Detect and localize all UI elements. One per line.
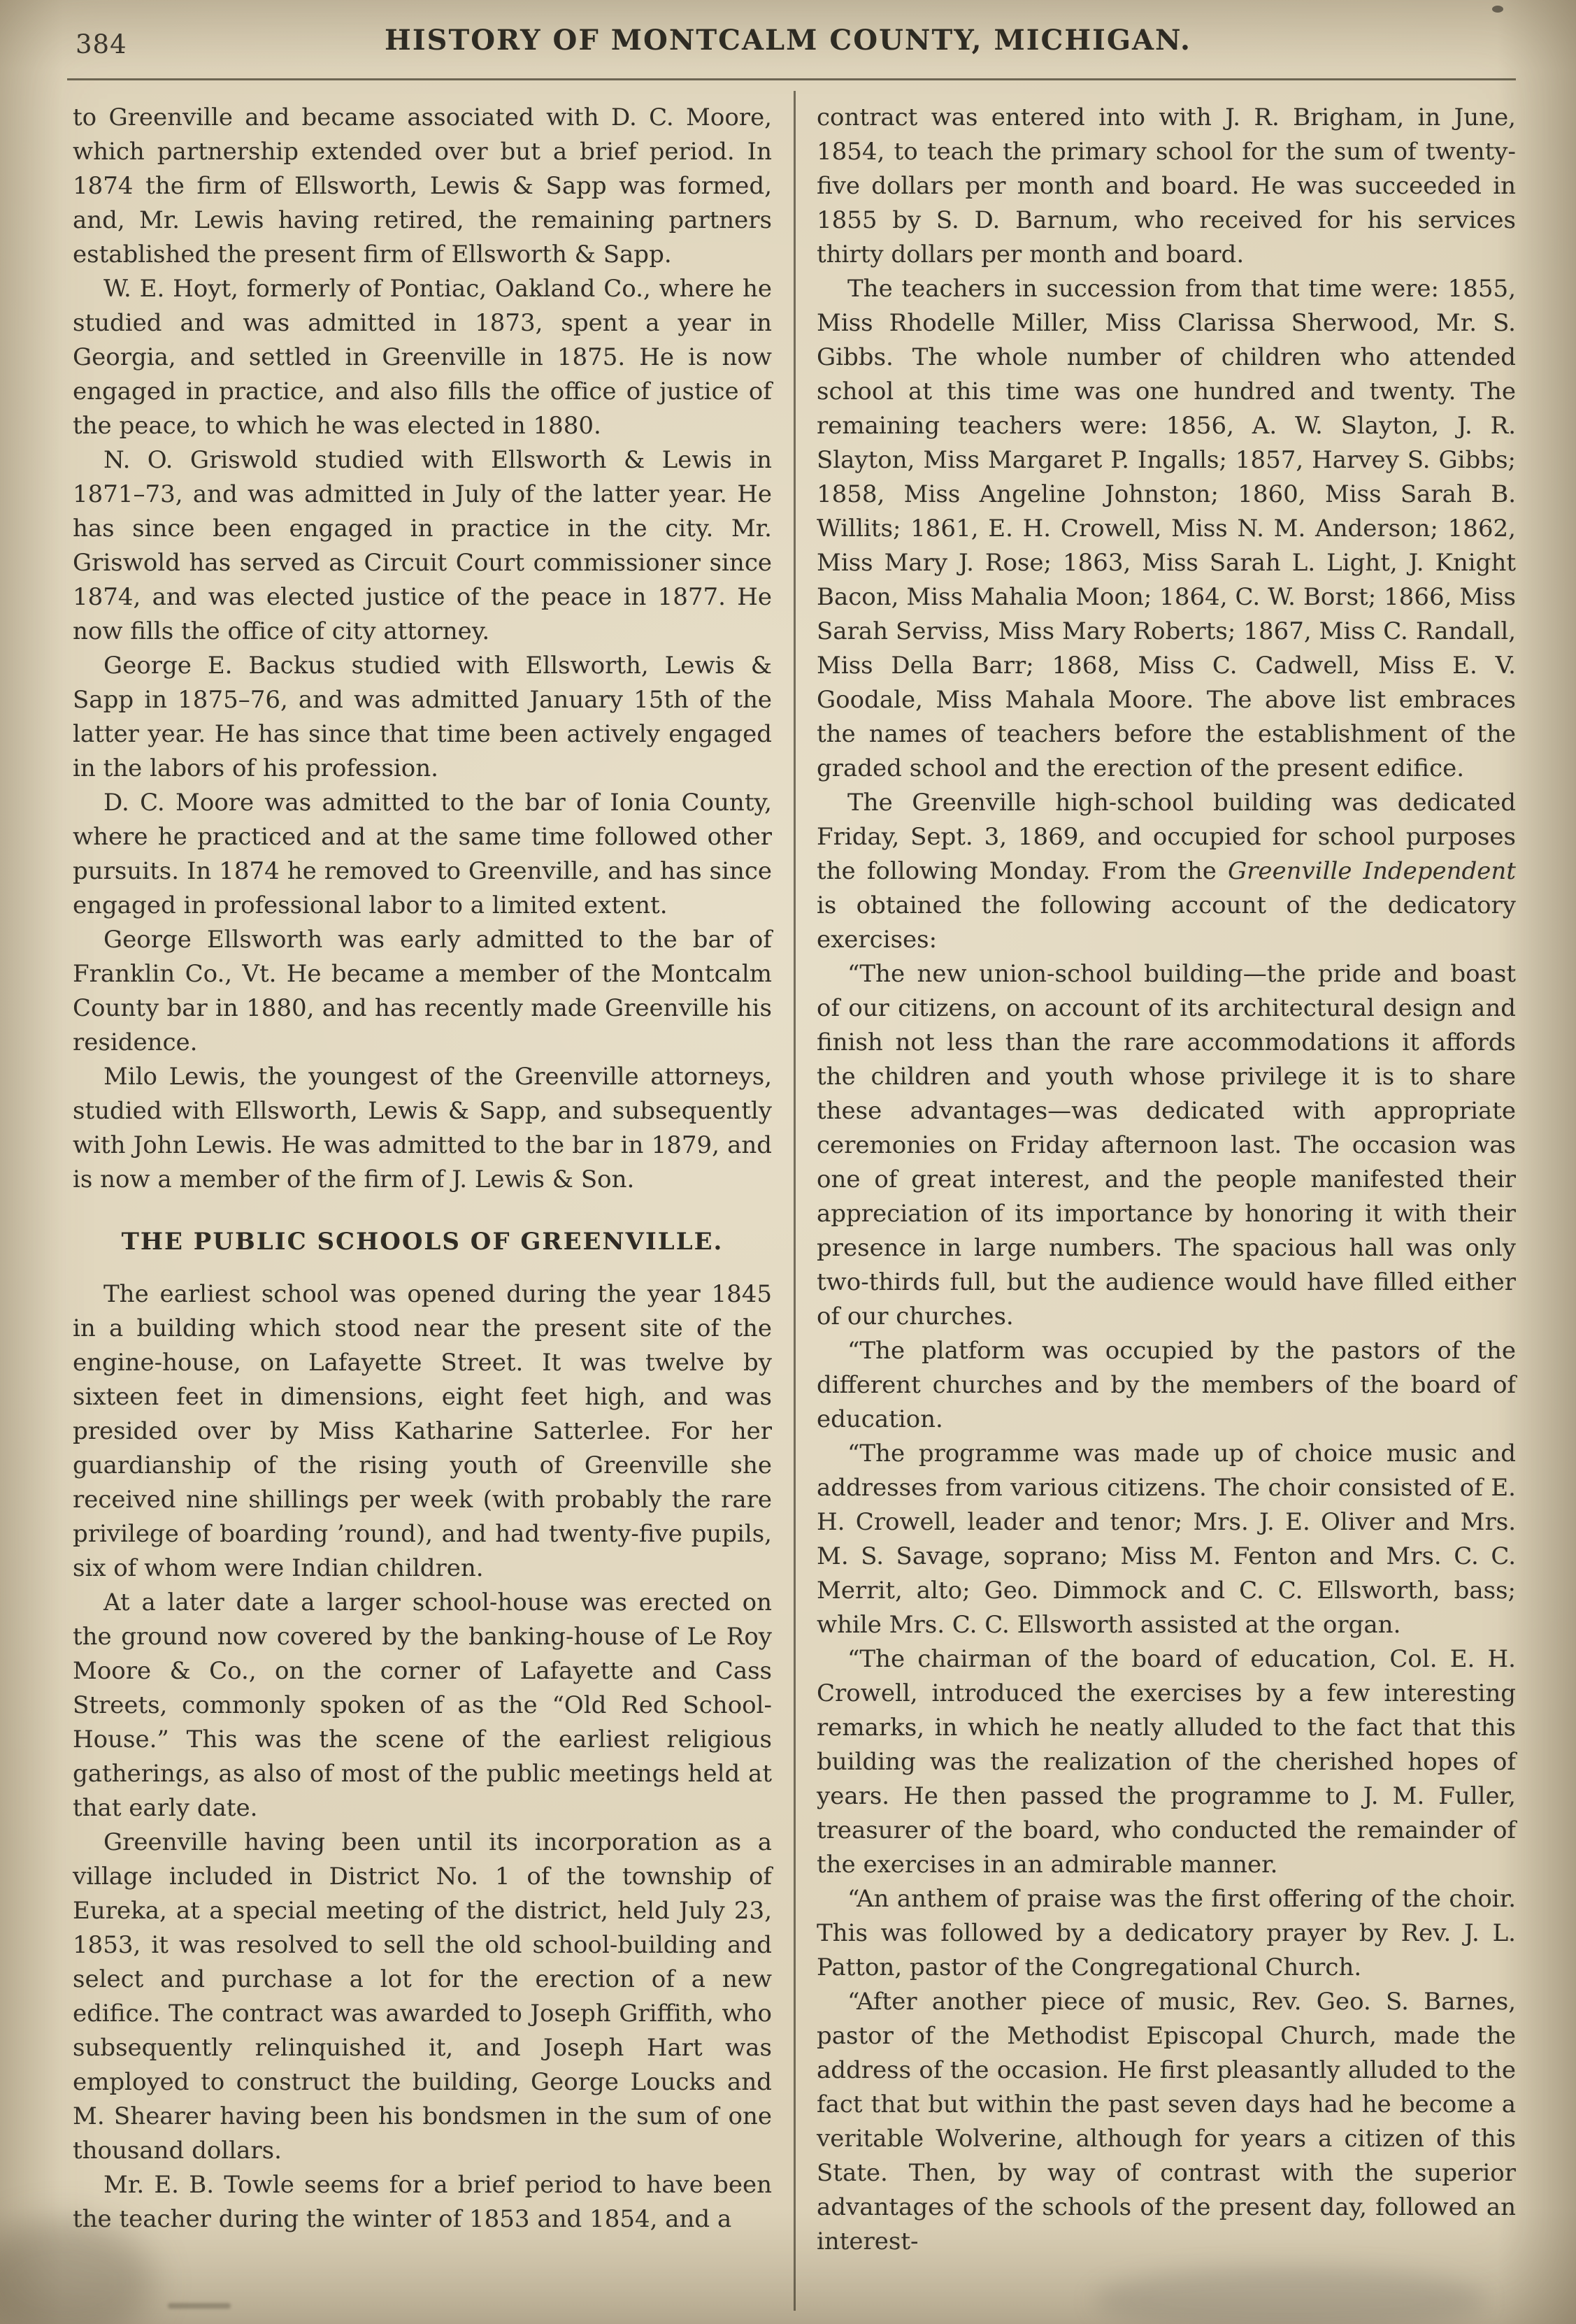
section-heading: THE PUBLIC SCHOOLS OF GREENVILLE. — [121, 1228, 724, 1256]
right-column — [817, 101, 1516, 2259]
paragraph: At a later date a larger school-house was erected on the ground now covered by the banking-house of Le Roy Moore & Co., on the corner of Lafayette and Cass Streets, commonly spoken of as the “Old Red School-House.” This was the scene of the earliest religious gatherings, as also of most of the public meetings held at that early date. — [73, 1588, 772, 1822]
left-column — [73, 101, 772, 2237]
paragraph: The Greenville high-school building was dedicated Friday, Sept. 3, 1869, and occupied for school purposes the following Monday. From the Greenville Independent is obtained the following account of the dedicatory exercises: — [817, 789, 1516, 954]
paragraph: N. O. Griswold studied with Ellsworth & Lewis in 1871–73, and was admitted in July of the latter year. He has since been engaged in practice in the city. Mr. Griswold has served as Circuit Court commissioner since 1874, and was elected justice of the peace in 1877. He now fills the office of city attorney. — [73, 446, 772, 645]
paragraph: Greenville having been until its incorporation as a village included in District No. 1 of the township of Eureka, at a special meeting of the district, held July 23, 1853, it was resolved to sell the old school-building and select and purchase a lot for the erection of a new edifice. The contract was awarded to Joseph Griffith, who subsequently relinquished it, and Joseph Hart was employed to construct the building, George Loucks and M. Shearer having been his bondsmen in the sum of one thousand dollars. — [73, 1828, 772, 2165]
ink-streak — [168, 2303, 231, 2309]
running-head: HISTORY OF MONTCALM COUNTY, MICHIGAN. — [385, 24, 1191, 57]
paragraph: “The platform was occupied by the pastors of the different churches and by the members of the board of education. — [817, 1337, 1516, 1433]
italic-text: Greenville Independent — [1227, 857, 1516, 885]
column-divider — [794, 91, 796, 2311]
paragraph: George Ellsworth was early admitted to the bar of Franklin Co., Vt. He became a member of the Montcalm County bar in 1880, and has recently made Greenville his residence. — [73, 926, 772, 1056]
paragraph: “The new union-school building—the pride and boast of our citizens, on account of its architectural design and finish not less than the rare accommodations it affords the children and youth whose privilege it is to share these advantages—was dedicated with appropriate ceremonies on Friday afternoon last. The occasion was one of great interest, and the people manifested their appreciation of its importance by honoring it with their presence in large numbers. The spacious hall was only two-thirds full, but the audience would have filled either of our churches. — [817, 960, 1516, 1330]
paragraph: D. C. Moore was admitted to the bar of Ionia County, where he practiced and at the same time followed other pursuits. In 1874 he removed to Greenville, and has since engaged in professional labor to a limited extent. — [73, 789, 772, 919]
scan-smudge — [1094, 2267, 1485, 2324]
header-rule — [67, 78, 1516, 80]
paragraph: The earliest school was opened during the year 1845 in a building which stood near the present site of the engine-house, on Lafayette Street. It was twelve by sixteen feet in dimensions, eight feet high, and was presided over by Miss Katharine Satterlee. For her guardianship of the rising youth of Greenville she received nine shillings per week (with probably the rare privilege of boarding ’round), and had twenty-five pupils, six of whom were Indian children. — [73, 1280, 772, 1582]
ink-speck — [1492, 6, 1503, 13]
paragraph: “An anthem of praise was the first offering of the choir. This was followed by a dedicatory prayer by Rev. J. L. Patton, pastor of the Congregational Church. — [817, 1885, 1516, 1981]
paragraph: “The chairman of the board of education, Col. E. H. Crowell, introduced the exercises by a few interesting remarks, in which he neatly alluded to the fact that this building was the realization of the cherished hopes of years. He then passed the programme to J. M. Fuller, treasurer of the board, who conducted the remainder of the exercises in an admirable manner. — [817, 1645, 1516, 1879]
paragraph: Milo Lewis, the youngest of the Greenville attorneys, studied with Ellsworth, Lewis & Sapp, and subsequently with John Lewis. He was admitted to the bar in 1879, and is now a member of the firm of J. Lewis & Son. — [73, 1063, 772, 1193]
paragraph: W. E. Hoyt, formerly of Pontiac, Oakland Co., where he studied and was admitted in 1873, spent a year in Georgia, and settled in Greenville in 1875. He is now engaged in practice, and also fills the office of justice of the peace, to which he was elected in 1880. — [73, 275, 772, 440]
page-number: 384 — [76, 29, 127, 59]
paragraph: Mr. E. B. Towle seems for a brief period to have been the teacher during the winter of 1853 and 1854, and a — [73, 2171, 772, 2233]
paragraph: George E. Backus studied with Ellsworth, Lewis & Sapp in 1875–76, and was admitted January 15th of the latter year. He has since that time been actively engaged in the labors of his profession. — [73, 652, 772, 782]
paragraph: contract was entered into with J. R. Brigham, in June, 1854, to teach the primary school for the sum of twenty-five dollars per month and board. He was succeeded in 1855 by S. D. Barnum, who received for his services thirty dollars per month and board. — [817, 103, 1516, 268]
paragraph: “After another piece of music, Rev. Geo. S. Barnes, pastor of the Methodist Episcopal Church, made the address of the occasion. He first pleasantly alluded to the fact that but within the past seven days had he become a veritable Wolverine, although for years a citizen of this State. Then, by way of contrast with the superior advantages of the schools of the present day, followed an interest- — [817, 1988, 1516, 2255]
paragraph: “The programme was made up of choice music and addresses from various citizens. The choir consisted of E. H. Crowell, leader and tenor; Mrs. J. E. Oliver and Mrs. M. S. Savage, soprano; Miss M. Fenton and Mrs. C. C. Merrit, alto; Geo. Dimmock and C. C. Ellsworth, bass; while Mrs. C. C. Ellsworth assisted at the organ. — [817, 1440, 1516, 1639]
paragraph: to Greenville and became associated with D. C. Moore, which partnership extended over but a brief period. In 1874 the firm of Ellsworth, Lewis & Sapp was formed, and, Mr. Lewis having retired, the remaining partners established the present firm of Ellsworth & Sapp. — [73, 103, 772, 268]
paragraph: The teachers in succession from that time were: 1855, Miss Rhodelle Miller, Miss Clarissa Sherwood, Mr. S. Gibbs. The whole number of children who attended school at this time was one hundred and twenty. The remaining teachers were: 1856, A. W. Slayton, J. R. Slayton, Miss Margaret P. Ingalls; 1857, Harvey S. Gibbs; 1858, Miss Angeline Johnston; 1860, Miss Sarah B. Willits; 1861, E. H. Crowell, Miss N. M. Anderson; 1862, Miss Mary J. Rose; 1863, Miss Sarah L. Light, J. Knight Bacon, Miss Mahalia Moon; 1864, C. W. Borst; 1866, Miss Sarah Serviss, Miss Mary Roberts; 1867, Miss C. Randall, Miss Della Barr; 1868, Miss C. Cadwell, Miss E. V. Goodale, Miss Mahala Moore. The above list embraces the names of teachers before the establishment of the graded school and the erection of the present edifice. — [817, 275, 1516, 782]
